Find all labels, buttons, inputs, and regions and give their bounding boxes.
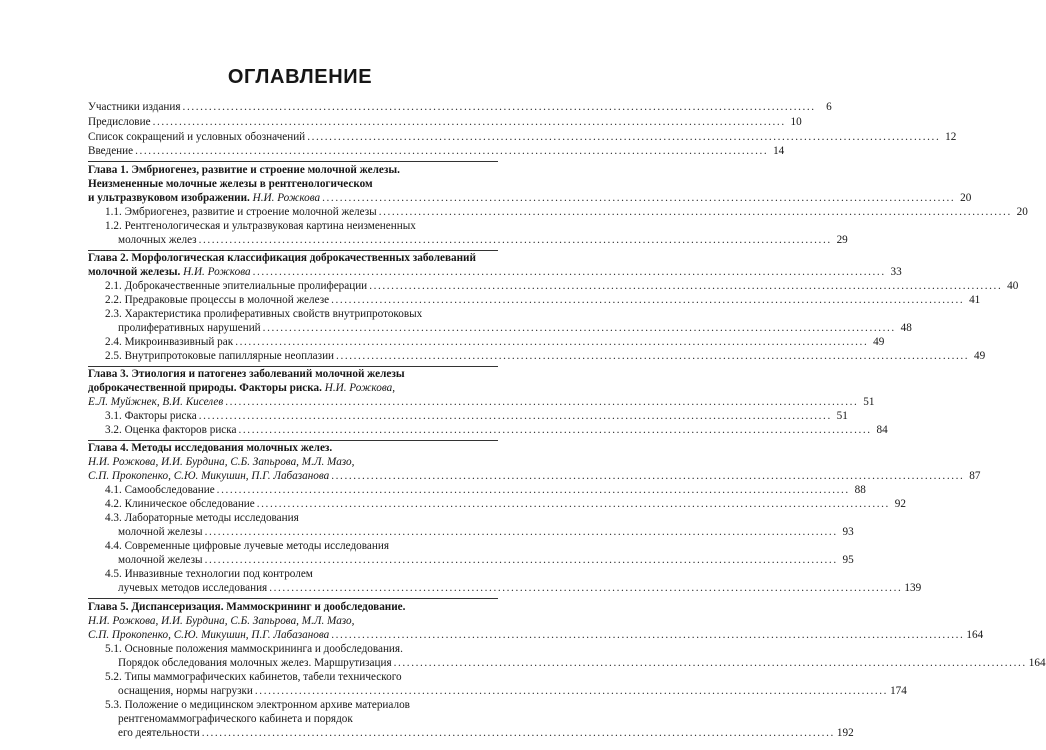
section-label: 1.1. Эмбриогенез, развитие и строение молочной железы <box>105 206 377 218</box>
entry-label: Список сокращений и условных обозначений <box>88 131 306 143</box>
page-number: 20 <box>960 192 972 204</box>
leader-dots: ................................................................................................................................................ <box>256 498 890 510</box>
page-number: 20 <box>1016 206 1028 218</box>
page-number: 10 <box>790 116 802 128</box>
chapter-title-line: Глава 3. Этиология и патогенез заболеваний молочной железы <box>88 368 405 380</box>
page-number: 48 <box>900 322 912 334</box>
section-label: 4.3. Лабораторные методы исследования <box>105 512 299 524</box>
toc-section-cont[interactable] <box>118 525 854 539</box>
page-number: 84 <box>876 424 888 436</box>
section-label: 2.1. Доброкачественные эпителиальные пролиферации <box>105 280 368 292</box>
chapter-title-line: Глава 2. Морфологическая классификация доброкачественных заболеваний <box>88 252 476 264</box>
entry-label: Введение <box>88 145 134 157</box>
leader-dots: ................................................................................................................................................ <box>262 322 896 334</box>
toc-section-cont[interactable] <box>118 321 912 335</box>
chapter-title[interactable] <box>88 381 498 395</box>
leader-dots: ................................................................................................................................................ <box>393 657 1027 669</box>
section-label: 4.5. Инвазивные технологии под контролем <box>105 568 313 580</box>
chapter-authors: С.П. Прокопенко, С.Ю. Микушин, П.Г. Лабазанова <box>88 470 330 482</box>
divider <box>88 598 498 599</box>
leader-dots: ................................................................................................................................................ <box>254 685 889 697</box>
page-number: 87 <box>969 470 981 482</box>
toc-entry[interactable] <box>88 115 802 129</box>
toc-section[interactable] <box>105 483 866 497</box>
chapter-title[interactable] <box>88 163 498 177</box>
section-label: его деятельности <box>118 727 200 739</box>
toc-section-cont[interactable] <box>118 726 854 740</box>
toc-section[interactable] <box>105 698 498 712</box>
page-number: 12 <box>945 131 957 143</box>
section-label: 4.1. Самообследование <box>105 484 215 496</box>
page-number: 192 <box>836 727 854 739</box>
toc-section[interactable] <box>105 567 498 581</box>
divider <box>88 161 498 162</box>
page-number: 6 <box>826 101 832 113</box>
section-label: молочных желез <box>118 234 197 246</box>
section-label: 3.2. Оценка факторов риска <box>105 424 237 436</box>
chapter-title-line: и ультразвуковом изображении. <box>88 192 250 204</box>
toc-entry[interactable] <box>88 130 957 144</box>
toc-section-cont[interactable] <box>118 656 1046 670</box>
page-number: 164 <box>1028 657 1046 669</box>
page-number: 33 <box>890 266 902 278</box>
entry-label: Предисловие <box>88 116 151 128</box>
toc-section[interactable] <box>105 219 498 233</box>
section-label: 2.5. Внутрипротоковые папиллярные неоплазии <box>105 350 335 362</box>
page-number: 41 <box>969 294 981 306</box>
section-label: 5.2. Типы маммографических кабинетов, табели технического <box>105 671 402 683</box>
leader-dots: ................................................................................................................................................ <box>269 582 903 594</box>
leader-dots: ................................................................................................................................................ <box>204 526 838 538</box>
section-label: 2.2. Предраковые процессы в молочной железе <box>105 294 330 306</box>
chapter-authors: Е.Л. Муйжнек, В.И. Киселев <box>88 396 224 408</box>
page-title: ОГЛАВЛЕНИЕ <box>227 66 373 88</box>
toc-section[interactable] <box>105 409 848 423</box>
leader-dots: ................................................................................................................................................ <box>201 727 835 739</box>
toc-section-cont[interactable] <box>118 581 922 595</box>
chapter-authors: Н.И. Рожкова <box>183 266 251 278</box>
toc-section[interactable] <box>105 423 888 437</box>
toc-section[interactable] <box>105 335 885 349</box>
section-label: Порядок обследования молочных желез. Маршрутизация <box>118 657 392 669</box>
chapter-authors: Н.И. Рожкова, <box>324 382 396 394</box>
page-number: 174 <box>890 685 907 697</box>
section-label: 5.1. Основные положения маммоскрининга и дообследования. <box>105 643 403 655</box>
page-number: 14 <box>773 145 785 157</box>
toc-entry[interactable] <box>88 628 984 642</box>
leader-dots: ................................................................................................................................................ <box>216 484 850 496</box>
page-number: 49 <box>974 350 986 362</box>
toc-section[interactable] <box>105 497 906 511</box>
chapter-title[interactable] <box>88 177 498 191</box>
leader-dots: ................................................................................................................................................ <box>307 131 941 143</box>
toc-section[interactable] <box>105 511 498 525</box>
leader-dots: ................................................................................................................................................ <box>235 336 869 348</box>
chapter-authors: Н.И. Рожкова <box>252 192 321 204</box>
leader-dots: ................................................................................................................................................ <box>336 350 970 362</box>
leader-dots: ................................................................................................................................................ <box>331 470 965 482</box>
leader-dots: ................................................................................................................................................ <box>322 192 956 204</box>
toc-section[interactable] <box>105 349 986 363</box>
chapter-authors: Н.И. Рожкова, И.И. Бурдина, С.Б. Запьрова, М.Л. Мазо, <box>88 615 355 627</box>
toc-section-cont[interactable] <box>118 684 907 698</box>
section-label: 2.3. Характеристика пролиферативных свойств внутрипротоковых <box>105 308 423 320</box>
page-number: 49 <box>873 336 885 348</box>
leader-dots: ................................................................................................................................................ <box>135 145 769 157</box>
leader-dots: ................................................................................................................................................ <box>198 234 832 246</box>
toc-section-cont[interactable] <box>118 233 848 247</box>
leader-dots: ................................................................................................................................................ <box>369 280 1003 292</box>
page-number: 95 <box>842 554 854 566</box>
chapter-title[interactable] <box>88 600 498 614</box>
section-label: лучевых методов исследования <box>118 582 268 594</box>
toc-entry[interactable] <box>88 191 972 205</box>
chapter-title-line: доброкачественной природы. Факторы риска. <box>88 382 322 394</box>
leader-dots: ................................................................................................................................................ <box>252 266 886 278</box>
chapter-authors-line <box>88 614 498 628</box>
chapter-authors: С.П. Прокопенко, С.Ю. Микушин, П.Г. Лабазанова <box>88 629 330 641</box>
leader-dots: ................................................................................................................................................ <box>378 206 1012 218</box>
chapter-title-line: Глава 4. Методы исследования молочных желез. <box>88 442 333 454</box>
leader-dots: ................................................................................................................................................ <box>225 396 859 408</box>
toc-entry[interactable] <box>88 144 785 158</box>
chapter-authors: Н.И. Рожкова, И.И. Бурдина, С.Б. Запьрова, М.Л. Мазо, <box>88 456 355 468</box>
section-label: 4.4. Современные цифровые лучевые методы исследования <box>105 540 389 552</box>
leader-dots: ................................................................................................................................................ <box>182 101 816 113</box>
section-label: молочной железы <box>118 554 203 566</box>
section-label: 3.1. Факторы риска <box>105 410 197 422</box>
chapter-title-line: молочной железы. <box>88 266 181 278</box>
page-number: 29 <box>836 234 848 246</box>
page-number: 92 <box>894 498 906 510</box>
toc-section[interactable] <box>105 670 498 684</box>
toc-entry[interactable] <box>88 100 832 114</box>
section-label: пролиферативных нарушений <box>118 322 261 334</box>
leader-dots: ................................................................................................................................................ <box>331 294 965 306</box>
section-label: 1.2. Рентгенологическая и ультразвуковая картина неизмененных <box>105 220 416 232</box>
chapter-title[interactable] <box>88 441 498 455</box>
toc-section[interactable] <box>105 307 498 321</box>
chapter-title-line: Глава 5. Диспансеризация. Маммоскрининг и дообследование. <box>88 601 406 613</box>
toc-section[interactable] <box>105 205 1028 219</box>
leader-dots: ................................................................................................................................................ <box>238 424 872 436</box>
page-number: 40 <box>1007 280 1019 292</box>
section-label: 4.2. Клиническое обследование <box>105 498 255 510</box>
chapter-title-line: Неизмененные молочные железы в рентгенологическом <box>88 178 373 190</box>
chapter-title[interactable] <box>88 251 498 265</box>
toc-section[interactable] <box>105 279 1019 293</box>
toc-entry[interactable] <box>88 265 902 279</box>
section-label: 5.3. Положение о медицинском электронном архиве материалов <box>105 699 410 711</box>
page-number: 51 <box>863 396 875 408</box>
toc-section[interactable] <box>105 642 498 656</box>
page-number: 139 <box>904 582 922 594</box>
section-label: 2.4. Микроинвазивный рак <box>105 336 234 348</box>
page-number: 88 <box>854 484 866 496</box>
toc-entry[interactable] <box>88 395 875 409</box>
entry-label: Участники издания <box>88 101 181 113</box>
chapter-authors-line <box>88 455 498 469</box>
section-label: рентгеномаммографического кабинета и порядок <box>118 713 353 725</box>
toc-section-cont[interactable] <box>118 553 854 567</box>
page-number: 93 <box>842 526 854 538</box>
section-label: оснащения, нормы нагрузки <box>118 685 253 697</box>
toc-section[interactable] <box>105 539 498 553</box>
leader-dots: ................................................................................................................................................ <box>152 116 786 128</box>
toc-entry[interactable] <box>88 469 981 483</box>
leader-dots: ................................................................................................................................................ <box>198 410 832 422</box>
leader-dots: ................................................................................................................................................ <box>204 554 838 566</box>
chapter-title-line: Глава 1. Эмбриогенез, развитие и строение молочной железы. <box>88 164 400 176</box>
leader-dots: ................................................................................................................................................ <box>331 629 965 641</box>
toc-section[interactable] <box>105 293 981 307</box>
toc-section-cont[interactable] <box>118 712 498 726</box>
page-number: 164 <box>966 629 984 641</box>
section-label: молочной железы <box>118 526 203 538</box>
chapter-title[interactable] <box>88 367 498 381</box>
page-number: 51 <box>836 410 848 422</box>
